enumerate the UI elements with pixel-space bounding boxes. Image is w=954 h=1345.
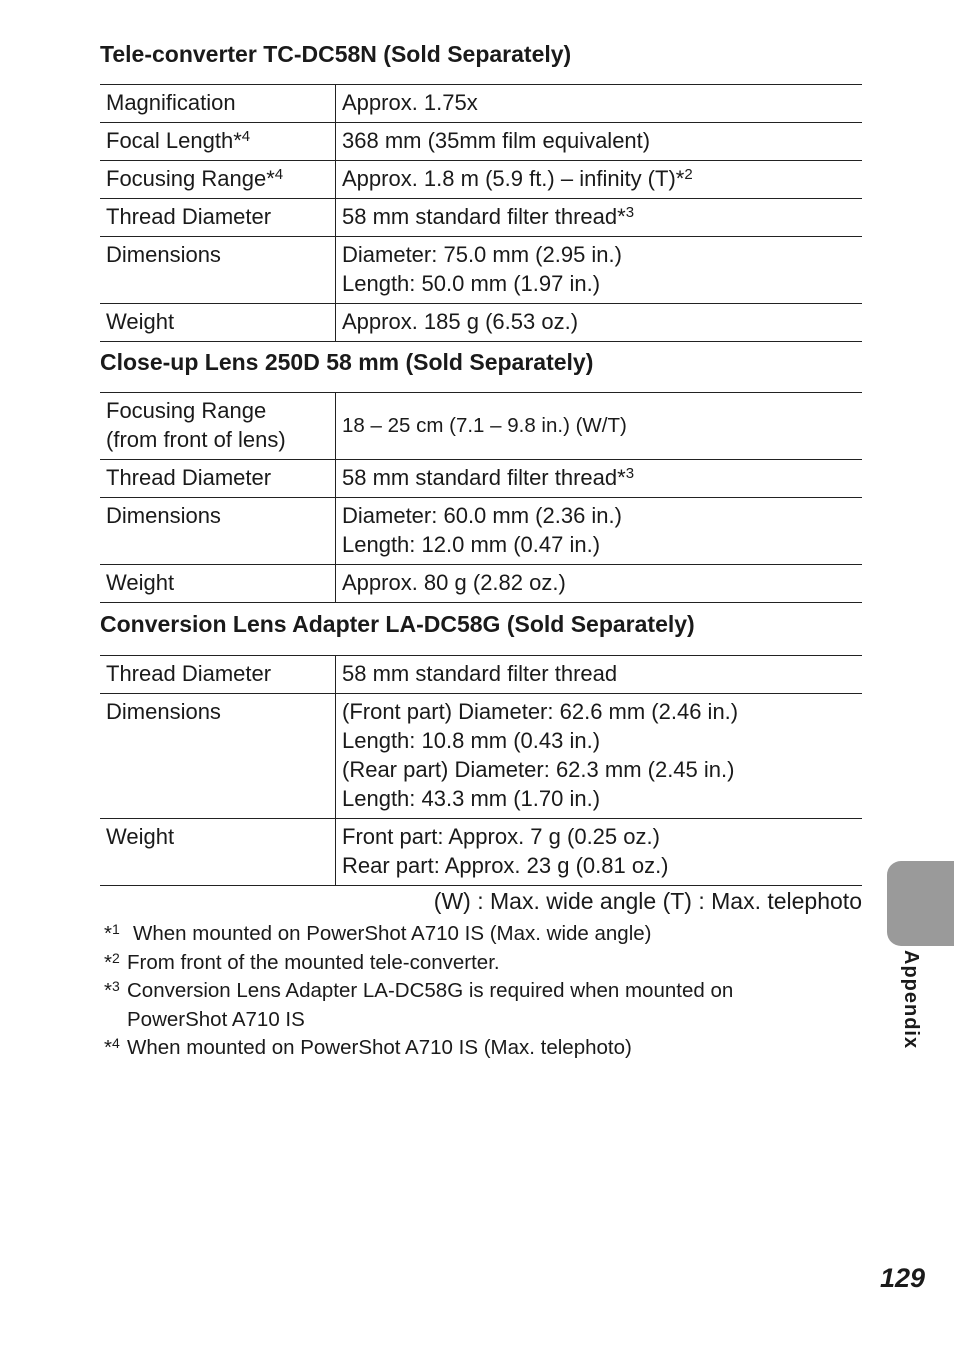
table-row [100, 237, 862, 304]
table-row [100, 498, 862, 565]
row-value: Diameter: 60.0 mm (2.36 in.) Length: 12.0 mm (0.47 in.) [336, 498, 863, 565]
footnote: *$^2$ From front of the mounted tele-converter. [104, 949, 500, 974]
row-value: 58 mm standard filter thread [336, 656, 863, 694]
row-value: 58 mm standard filter thread*$^3$ [336, 460, 863, 498]
row-label: Dimensions [100, 694, 336, 819]
spec-table-close-up-lens [100, 392, 862, 603]
appendix-tab-marker [887, 861, 954, 946]
row-label: Thread Diameter [100, 460, 336, 498]
row-value: Approx. 1.75x [336, 85, 863, 123]
table-row [100, 460, 862, 498]
row-label: Weight [100, 819, 336, 886]
footnote: *$^1$ When mounted on PowerShot A710 IS (Max. wide angle) [104, 921, 652, 945]
table-row [100, 393, 862, 460]
table-row [100, 85, 862, 123]
table-row [100, 304, 862, 342]
row-label: Focusing Range (from front of lens) [100, 393, 336, 460]
row-label: Magnification [100, 85, 336, 123]
table-row [100, 199, 862, 237]
table-row [100, 656, 862, 694]
row-label: Focal Length*$^4$ [100, 123, 336, 161]
table-row [100, 694, 862, 819]
row-label: Focusing Range*$^4$ [100, 161, 336, 199]
row-value: 18 – 25 cm (7.1 – 9.8 in.) (W/T) [336, 393, 863, 460]
appendix-tab-label: Appendix [900, 950, 922, 1050]
spec-table-tele-converter [100, 84, 862, 342]
row-value: Front part: Approx. 7 g (0.25 oz.) Rear part: Approx. 23 g (0.81 oz.) [336, 819, 863, 886]
footnote: *$^3$ Conversion Lens Adapter LA-DC58G is required when mounted on PowerShot A710 IS [104, 978, 734, 1031]
row-value: Approx. 1.8 m (5.9 ft.) – infinity (T)*$^2$ [336, 161, 863, 199]
row-value: (Front part) Diameter: 62.6 mm (2.46 in.) Length: 10.8 mm (0.43 in.) (Rear part) Diameter: 62.3 mm (2.45 in.) Length: 43.3 mm (1.70 in.) [336, 694, 863, 819]
row-label: Weight [100, 304, 336, 342]
row-label: Dimensions [100, 498, 336, 565]
section-title-tele-converter: Tele-converter TC-DC58N (Sold Separately) [100, 41, 572, 67]
page-number: 129 [880, 1263, 926, 1293]
table-row [100, 123, 862, 161]
table-row [100, 565, 862, 603]
footnotes [104, 920, 844, 1063]
wide-tele-legend: (W) : Max. wide angle (T) : Max. telephoto [433, 888, 862, 914]
row-value: Diameter: 75.0 mm (2.95 in.) Length: 50.0 mm (1.97 in.) [336, 237, 863, 304]
row-label: Thread Diameter [100, 199, 336, 237]
row-value: 58 mm standard filter thread*$^3$ [336, 199, 863, 237]
row-label: Weight [100, 565, 336, 603]
row-label: Thread Diameter [100, 656, 336, 694]
row-value: Approx. 80 g (2.82 oz.) [336, 565, 863, 603]
section-title-close-up-lens: Close-up Lens 250D 58 mm (Sold Separately) [100, 349, 594, 375]
table-row [100, 819, 862, 886]
section-title-conversion-lens-adapter: Conversion Lens Adapter LA-DC58G (Sold Separately) [100, 611, 695, 637]
table-row [100, 161, 862, 199]
row-value: 368 mm (35mm film equivalent) [336, 123, 863, 161]
row-value: Approx. 185 g (6.53 oz.) [336, 304, 863, 342]
row-label: Dimensions [100, 237, 336, 304]
spec-table-conversion-lens-adapter [100, 655, 862, 886]
footnote: *$^4$ When mounted on PowerShot A710 IS (Max. telephoto) [104, 1035, 632, 1059]
